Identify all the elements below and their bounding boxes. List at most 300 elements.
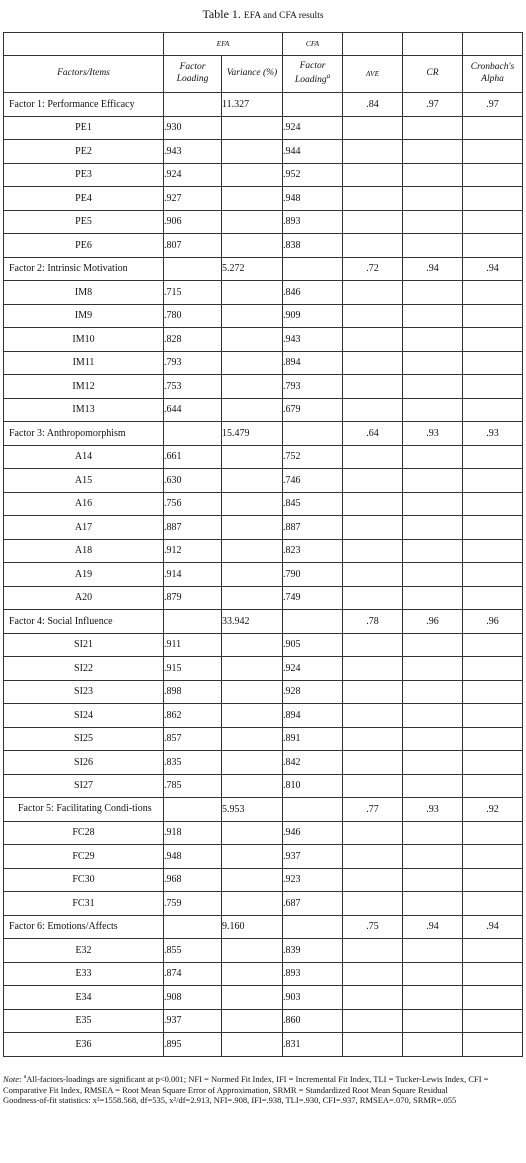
cfa-loading: .946 xyxy=(283,821,343,845)
empty-cell xyxy=(463,680,523,704)
empty-cell xyxy=(343,516,403,540)
item-code: E35 xyxy=(4,1009,164,1033)
item-code: FC31 xyxy=(4,892,164,916)
item-row xyxy=(4,492,523,516)
empty-cell xyxy=(222,657,283,681)
item-code: IM11 xyxy=(4,351,164,375)
empty-cell xyxy=(222,469,283,493)
empty-cell xyxy=(222,398,283,422)
empty-cell xyxy=(403,516,463,540)
item-row xyxy=(4,281,523,305)
item-code: E33 xyxy=(4,962,164,986)
item-code: IM9 xyxy=(4,304,164,328)
empty-cell xyxy=(343,234,403,258)
cfa-loading: .943 xyxy=(283,328,343,352)
cfa-loading: .893 xyxy=(283,210,343,234)
empty-cell xyxy=(403,962,463,986)
empty-cell xyxy=(463,492,523,516)
cfa-loading: .846 xyxy=(283,281,343,305)
factor-variance: 15.479 xyxy=(222,422,283,446)
item-row xyxy=(4,210,523,234)
item-row xyxy=(4,633,523,657)
item-row xyxy=(4,328,523,352)
empty-cell xyxy=(463,962,523,986)
cfa-loading: .903 xyxy=(283,986,343,1010)
table-label: Table 1. xyxy=(202,7,241,21)
efa-loading: .807 xyxy=(164,234,222,258)
empty-cell xyxy=(403,939,463,963)
empty-cell xyxy=(343,116,403,140)
empty-cell xyxy=(403,328,463,352)
empty-cell xyxy=(403,986,463,1010)
cr-header: CR xyxy=(403,56,463,93)
empty-cell xyxy=(222,140,283,164)
table-title: EFA and CFA results xyxy=(243,11,324,21)
factor-ave: .78 xyxy=(343,610,403,634)
empty-cell xyxy=(164,915,222,939)
empty-cell xyxy=(343,163,403,187)
factor-name: Factor 2: Intrinsic Motivation xyxy=(4,257,164,281)
empty-cell xyxy=(463,633,523,657)
cfa-loading: .894 xyxy=(283,704,343,728)
empty-cell xyxy=(222,516,283,540)
cfa-loading: .793 xyxy=(283,375,343,399)
item-row xyxy=(4,187,523,211)
empty-cell xyxy=(222,163,283,187)
empty-cell xyxy=(343,962,403,986)
empty-cell xyxy=(222,821,283,845)
empty-cell xyxy=(403,210,463,234)
item-code: PE4 xyxy=(4,187,164,211)
empty-cell xyxy=(463,469,523,493)
factor-cr: .93 xyxy=(403,798,463,822)
cfa-loading: .845 xyxy=(283,492,343,516)
empty-cell xyxy=(343,140,403,164)
cfa-loading: .839 xyxy=(283,939,343,963)
table-note: Note: $^a$All-factors-loadings are significant at p<0.001; NFI = Normed Fit Index, IFI = Incremental Fit Index, TLI = Tucker-Lewis Index, CFI = Comparative Fit Index, RMSEA = Root Mean Square Error of Approximation, SRMR = Standardized Root Mean Square Residual Goodness-of-fit statistics: x²=1558.568, df=535, x²/df=2.913, NFI=.908, IFI=.938, TLI=.930, CFI=.937, RMSEA=.070, SRMR=.055 xyxy=(3,1074,489,1106)
empty-cell xyxy=(222,704,283,728)
efa-loading: .968 xyxy=(164,868,222,892)
empty-cell xyxy=(343,375,403,399)
empty-cell xyxy=(222,680,283,704)
item-code: PE2 xyxy=(4,140,164,164)
results-table xyxy=(3,32,523,1057)
factor-variance: 11.327 xyxy=(222,93,283,117)
empty-cell xyxy=(463,304,523,328)
empty-cell xyxy=(403,163,463,187)
item-row xyxy=(4,116,523,140)
cfa-loading: .952 xyxy=(283,163,343,187)
empty-cell xyxy=(463,116,523,140)
item-code: A14 xyxy=(4,445,164,469)
empty-cell xyxy=(343,986,403,1010)
item-row xyxy=(4,539,523,563)
item-row xyxy=(4,304,523,328)
item-row xyxy=(4,586,523,610)
empty-cell xyxy=(343,328,403,352)
empty-cell xyxy=(343,281,403,305)
empty-cell xyxy=(463,868,523,892)
empty-cell xyxy=(343,351,403,375)
factor-ave: .77 xyxy=(343,798,403,822)
efa-loading: .756 xyxy=(164,492,222,516)
empty-cell xyxy=(403,704,463,728)
item-code: SI24 xyxy=(4,704,164,728)
factor-cr: .97 xyxy=(403,93,463,117)
item-code: E34 xyxy=(4,986,164,1010)
cfa-loading: .944 xyxy=(283,140,343,164)
empty-cell xyxy=(403,633,463,657)
empty-cell xyxy=(403,281,463,305)
empty-cell xyxy=(403,304,463,328)
empty-cell xyxy=(463,657,523,681)
empty-cell xyxy=(463,727,523,751)
empty-cell xyxy=(403,727,463,751)
cfa-loading: .831 xyxy=(283,1033,343,1057)
table-caption xyxy=(0,7,526,25)
efa-header: EFA xyxy=(164,33,283,56)
item-code: IM12 xyxy=(4,375,164,399)
efa-loading: .715 xyxy=(164,281,222,305)
item-row xyxy=(4,821,523,845)
item-code: SI23 xyxy=(4,680,164,704)
ave-header: AVE xyxy=(343,56,403,93)
empty-cell xyxy=(463,516,523,540)
item-code: FC30 xyxy=(4,868,164,892)
empty-cell xyxy=(403,657,463,681)
empty-cell xyxy=(343,704,403,728)
empty-cell xyxy=(463,774,523,798)
empty-cell xyxy=(343,398,403,422)
item-code: PE3 xyxy=(4,163,164,187)
factor-variance: 33.942 xyxy=(222,610,283,634)
efa-loading: .874 xyxy=(164,962,222,986)
empty-cell xyxy=(403,751,463,775)
empty-cell xyxy=(403,586,463,610)
empty-cell xyxy=(343,868,403,892)
efa-loading: .898 xyxy=(164,680,222,704)
efa-loading: .644 xyxy=(164,398,222,422)
empty-cell xyxy=(403,116,463,140)
empty-cell xyxy=(403,1009,463,1033)
efa-loading: .927 xyxy=(164,187,222,211)
empty-cell xyxy=(222,727,283,751)
item-code: FC29 xyxy=(4,845,164,869)
empty-cell xyxy=(343,774,403,798)
item-row xyxy=(4,398,523,422)
efa-loading: .753 xyxy=(164,375,222,399)
alpha-header: Cronbach's Alpha xyxy=(463,56,523,93)
cfa-loading: .928 xyxy=(283,680,343,704)
efa-loading: .835 xyxy=(164,751,222,775)
cfa-loading-header: Factor Loading$^a$ xyxy=(283,56,343,93)
empty-cell xyxy=(403,351,463,375)
empty-cell xyxy=(222,845,283,869)
factor-alpha: .94 xyxy=(463,257,523,281)
item-code: E36 xyxy=(4,1033,164,1057)
item-code: PE5 xyxy=(4,210,164,234)
cfa-loading: .860 xyxy=(283,1009,343,1033)
factor-row xyxy=(4,610,523,634)
cfa-loading: .842 xyxy=(283,751,343,775)
empty-cell xyxy=(343,892,403,916)
empty-cell xyxy=(463,234,523,258)
cfa-loading: .891 xyxy=(283,727,343,751)
factor-alpha: .92 xyxy=(463,798,523,822)
empty-cell xyxy=(164,610,222,634)
empty-cell xyxy=(283,257,343,281)
factor-name: Factor 4: Social Influence xyxy=(4,610,164,634)
efa-loading: .661 xyxy=(164,445,222,469)
empty-cell xyxy=(463,375,523,399)
empty-cell xyxy=(403,774,463,798)
cfa-loading: .790 xyxy=(283,563,343,587)
item-row xyxy=(4,962,523,986)
empty-cell xyxy=(222,375,283,399)
empty-cell xyxy=(403,845,463,869)
efa-loading: .924 xyxy=(164,163,222,187)
empty-cell xyxy=(343,492,403,516)
factor-row xyxy=(4,422,523,446)
empty-cell xyxy=(222,116,283,140)
empty-cell xyxy=(222,539,283,563)
efa-loading: .930 xyxy=(164,116,222,140)
factor-ave: .72 xyxy=(343,257,403,281)
cfa-loading: .924 xyxy=(283,116,343,140)
efa-loading: .828 xyxy=(164,328,222,352)
cfa-loading: .887 xyxy=(283,516,343,540)
item-row xyxy=(4,892,523,916)
empty-cell xyxy=(222,563,283,587)
item-row xyxy=(4,516,523,540)
item-code: SI25 xyxy=(4,727,164,751)
factor-cr: .96 xyxy=(403,610,463,634)
empty-cell xyxy=(403,234,463,258)
note-label: Note xyxy=(3,1074,20,1084)
empty-cell xyxy=(463,210,523,234)
factor-name: Factor 6: Emotions/Affects xyxy=(4,915,164,939)
item-code: E32 xyxy=(4,939,164,963)
cfa-loading: .923 xyxy=(283,868,343,892)
empty-cell xyxy=(403,375,463,399)
factor-row xyxy=(4,798,523,822)
empty-cell xyxy=(343,751,403,775)
item-row xyxy=(4,939,523,963)
empty-cell xyxy=(283,798,343,822)
item-row xyxy=(4,986,523,1010)
item-code: IM10 xyxy=(4,328,164,352)
empty-cell xyxy=(222,633,283,657)
cfa-loading: .752 xyxy=(283,445,343,469)
empty-cell xyxy=(164,422,222,446)
item-row xyxy=(4,140,523,164)
header-row-1 xyxy=(4,33,523,56)
empty-cell xyxy=(463,445,523,469)
empty-cell xyxy=(222,868,283,892)
item-row xyxy=(4,868,523,892)
empty-cell xyxy=(403,398,463,422)
empty-cell xyxy=(222,939,283,963)
empty-cell xyxy=(403,563,463,587)
empty-cell xyxy=(164,257,222,281)
note-text: All-factors-loadings are significant at p<0.001; NFI = Normed Fit Index, IFI = Incremental Fit Index, TLI = Tucker-Lewis Index, CFI = Comparative Fit Index, RMSEA = Root Mean Square Error of Approximation, SRMR = Standardized Root Mean Square Residual xyxy=(3,1074,489,1095)
efa-loading: .918 xyxy=(164,821,222,845)
empty-cell xyxy=(343,445,403,469)
empty-cell xyxy=(403,868,463,892)
cfa-loading: .687 xyxy=(283,892,343,916)
efa-loading: .948 xyxy=(164,845,222,869)
empty-cell xyxy=(283,610,343,634)
header-row-2 xyxy=(4,56,523,93)
empty-cell xyxy=(403,492,463,516)
empty-cell xyxy=(403,821,463,845)
item-code: PE6 xyxy=(4,234,164,258)
cfa-loading: .924 xyxy=(283,657,343,681)
cfa-loading: .909 xyxy=(283,304,343,328)
empty-cell xyxy=(222,445,283,469)
empty-cell xyxy=(463,351,523,375)
empty-cell xyxy=(343,727,403,751)
factor-row xyxy=(4,257,523,281)
item-code: IM13 xyxy=(4,398,164,422)
empty-cell xyxy=(463,892,523,916)
efa-loading: .908 xyxy=(164,986,222,1010)
efa-loading: .857 xyxy=(164,727,222,751)
item-code: SI26 xyxy=(4,751,164,775)
factor-name: Factor 1: Performance Efficacy xyxy=(4,93,164,117)
item-code: IM8 xyxy=(4,281,164,305)
item-row xyxy=(4,751,523,775)
empty-cell xyxy=(283,422,343,446)
item-code: SI27 xyxy=(4,774,164,798)
variance-header: Variance (%) xyxy=(222,56,283,93)
item-row xyxy=(4,1009,523,1033)
empty-cell xyxy=(343,586,403,610)
efa-loading: .887 xyxy=(164,516,222,540)
empty-cell xyxy=(463,986,523,1010)
item-row xyxy=(4,375,523,399)
efa-loading: .895 xyxy=(164,1033,222,1057)
cfa-loading: .810 xyxy=(283,774,343,798)
efa-loading: .906 xyxy=(164,210,222,234)
empty-cell xyxy=(222,234,283,258)
efa-loading: .780 xyxy=(164,304,222,328)
empty-cell xyxy=(463,845,523,869)
empty-cell xyxy=(222,187,283,211)
item-code: FC28 xyxy=(4,821,164,845)
efa-loading: .855 xyxy=(164,939,222,963)
empty-cell xyxy=(343,539,403,563)
empty-cell xyxy=(222,304,283,328)
empty-cell xyxy=(403,680,463,704)
empty-cell xyxy=(222,962,283,986)
empty-cell xyxy=(222,328,283,352)
empty-cell xyxy=(283,93,343,117)
empty-cell xyxy=(343,304,403,328)
cfa-loading: .679 xyxy=(283,398,343,422)
empty-cell xyxy=(222,892,283,916)
empty-cell xyxy=(343,845,403,869)
empty-cell xyxy=(463,187,523,211)
empty-cell xyxy=(463,398,523,422)
cfa-loading: .749 xyxy=(283,586,343,610)
factor-row xyxy=(4,93,523,117)
item-row xyxy=(4,704,523,728)
empty-cell xyxy=(222,492,283,516)
cfa-loading: .893 xyxy=(283,962,343,986)
empty-cell xyxy=(283,915,343,939)
empty-cell xyxy=(463,163,523,187)
empty-cell xyxy=(403,892,463,916)
item-row xyxy=(4,469,523,493)
empty-cell xyxy=(463,751,523,775)
factor-alpha: .94 xyxy=(463,915,523,939)
item-row xyxy=(4,163,523,187)
cfa-loading: .937 xyxy=(283,845,343,869)
empty-cell xyxy=(222,351,283,375)
item-row xyxy=(4,351,523,375)
factor-alpha: .93 xyxy=(463,422,523,446)
empty-cell xyxy=(343,680,403,704)
factor-row xyxy=(4,915,523,939)
item-row xyxy=(4,1033,523,1057)
factor-variance: 5.953 xyxy=(222,798,283,822)
cfa-loading: .894 xyxy=(283,351,343,375)
factor-alpha: .96 xyxy=(463,610,523,634)
efa-loading: .785 xyxy=(164,774,222,798)
efa-loading: .915 xyxy=(164,657,222,681)
empty-cell xyxy=(343,657,403,681)
empty-cell xyxy=(343,1033,403,1057)
factor-cr: .94 xyxy=(403,915,463,939)
empty-cell xyxy=(403,1033,463,1057)
item-code: SI21 xyxy=(4,633,164,657)
empty-cell xyxy=(343,633,403,657)
empty-cell xyxy=(463,140,523,164)
item-row xyxy=(4,657,523,681)
item-row xyxy=(4,727,523,751)
empty-cell xyxy=(343,210,403,234)
cfa-loading: .838 xyxy=(283,234,343,258)
efa-loading: .630 xyxy=(164,469,222,493)
efa-loading: .759 xyxy=(164,892,222,916)
empty-cell xyxy=(403,469,463,493)
efa-loading-header: Factor Loading xyxy=(164,56,222,93)
empty-cell xyxy=(343,469,403,493)
empty-cell xyxy=(222,281,283,305)
efa-loading: .912 xyxy=(164,539,222,563)
factor-cr: .93 xyxy=(403,422,463,446)
empty-cell xyxy=(343,1009,403,1033)
factor-alpha: .97 xyxy=(463,93,523,117)
efa-loading: .879 xyxy=(164,586,222,610)
item-code: A18 xyxy=(4,539,164,563)
item-code: SI22 xyxy=(4,657,164,681)
factor-name: Factor 5: Facilitating Condi-tions xyxy=(4,798,164,822)
efa-loading: .911 xyxy=(164,633,222,657)
empty-cell xyxy=(222,586,283,610)
item-code: A20 xyxy=(4,586,164,610)
empty-cell xyxy=(463,563,523,587)
item-code: A19 xyxy=(4,563,164,587)
item-code: PE1 xyxy=(4,116,164,140)
empty-cell xyxy=(222,774,283,798)
empty-cell xyxy=(403,187,463,211)
empty-cell xyxy=(463,586,523,610)
empty-cell xyxy=(463,1009,523,1033)
factor-ave: .64 xyxy=(343,422,403,446)
factor-variance: 9.160 xyxy=(222,915,283,939)
